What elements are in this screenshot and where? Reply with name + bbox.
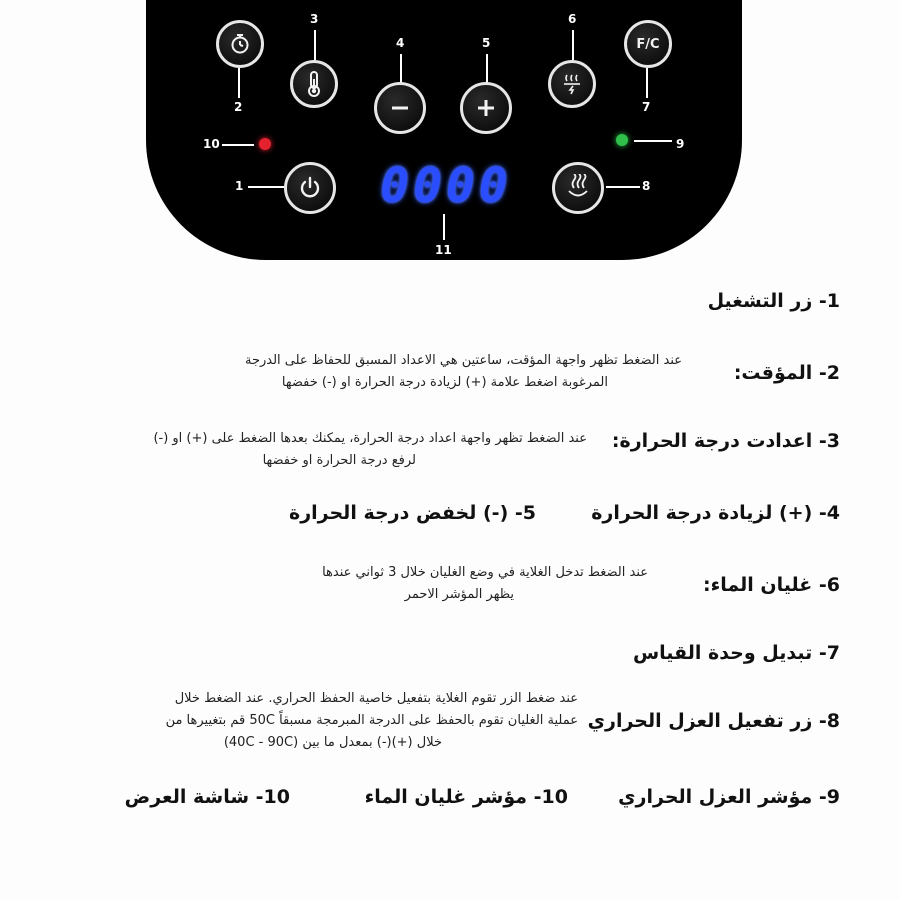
item10-title: 10- مؤشر غليان الماء <box>364 786 568 808</box>
power-button[interactable] <box>284 162 336 214</box>
timer-icon <box>227 31 253 57</box>
item8-desc-line2: عملية الغليان تقوم بالحفظ على الدرجة المبرمجة مسبقاً 50C قم بتغييرها من <box>165 713 578 728</box>
label-number-7: 7 <box>642 100 651 114</box>
item6-desc-line1: عند الضغط تدخل الغلاية في وضع الغليان خلال 3 ثواني عندها <box>322 565 648 580</box>
item1-title: 1- زر التشغيل <box>707 290 840 312</box>
item7-title: 7- تبديل وحدة القياس <box>632 642 840 664</box>
display-value: 0000 <box>380 158 512 214</box>
label-number-4: 4 <box>396 36 405 50</box>
plus-button[interactable] <box>460 82 512 134</box>
item8-desc-line1: عند ضغط الزر تقوم الغلاية بتفعيل خاصية الحفظ الحراري. عند الضغط خلال <box>174 691 578 706</box>
item5-title: 5- (-) لخفض درجة الحرارة <box>289 502 536 524</box>
label-number-10: 10 <box>203 137 220 151</box>
minus-icon <box>388 96 412 120</box>
label-number-9: 9 <box>676 137 685 151</box>
unit-toggle-button[interactable] <box>624 20 672 68</box>
boil-indicator-led <box>259 138 271 150</box>
item9-title: 9- مؤشر العزل الحراري <box>618 786 840 808</box>
item6-title: 6- غليان الماء: <box>702 574 840 596</box>
plus-icon <box>474 96 498 120</box>
label-number-2: 2 <box>234 100 243 114</box>
temperature-button[interactable] <box>290 60 338 108</box>
item2-desc-line1: عند الضغط تظهر واجهة المؤقت، ساعتين هي الاعداد المسبق للحفاظ على الدرجة <box>244 353 682 368</box>
minus-button[interactable] <box>374 82 426 134</box>
item8-desc-line3: خلال (+)(-) بمعدل ما بين (40C - 90C) <box>223 735 442 750</box>
item8-title: 8- زر تفعيل العزل الحراري <box>587 710 840 732</box>
power-icon <box>297 175 323 201</box>
label-number-5: 5 <box>482 36 491 50</box>
keep-warm-button[interactable] <box>552 162 604 214</box>
item3-desc-line1: عند الضغط تظهر واجهة اعداد درجة الحرارة، يمكنك بعدها الضغط على (+) او (-) <box>153 431 587 446</box>
item6-desc-line2: يظهر المؤشر الاحمر <box>404 587 514 602</box>
boil-icon <box>559 71 585 97</box>
item4-title: 4- (+) لزيادة درجة الحرارة <box>591 502 840 524</box>
label-number-6: 6 <box>568 12 577 26</box>
keep-warm-indicator-led <box>616 134 628 146</box>
label-number-11: 11 <box>435 243 452 257</box>
item3-desc-line2: لرفع درجة الحرارة او خفضها <box>262 453 416 468</box>
label-number-1: 1 <box>235 179 244 193</box>
label-number-3: 3 <box>310 12 319 26</box>
timer-button[interactable] <box>216 20 264 68</box>
item3-title: 3- اعدادت درجة الحرارة: <box>611 430 840 452</box>
fahrenheit-celsius-icon: F/C <box>636 36 660 52</box>
keep-warm-icon <box>564 174 592 202</box>
label-number-8: 8 <box>642 179 651 193</box>
item2-title: 2- المؤقت: <box>733 362 840 384</box>
boil-button[interactable] <box>548 60 596 108</box>
item11-title: 10- شاشة العرض <box>124 786 290 808</box>
digital-display <box>372 160 520 212</box>
thermometer-icon <box>301 69 327 99</box>
item2-desc-line2: المرغوبة اضغط علامة (+) لزيادة درجة الحرارة او (-) خفضها <box>281 375 608 390</box>
